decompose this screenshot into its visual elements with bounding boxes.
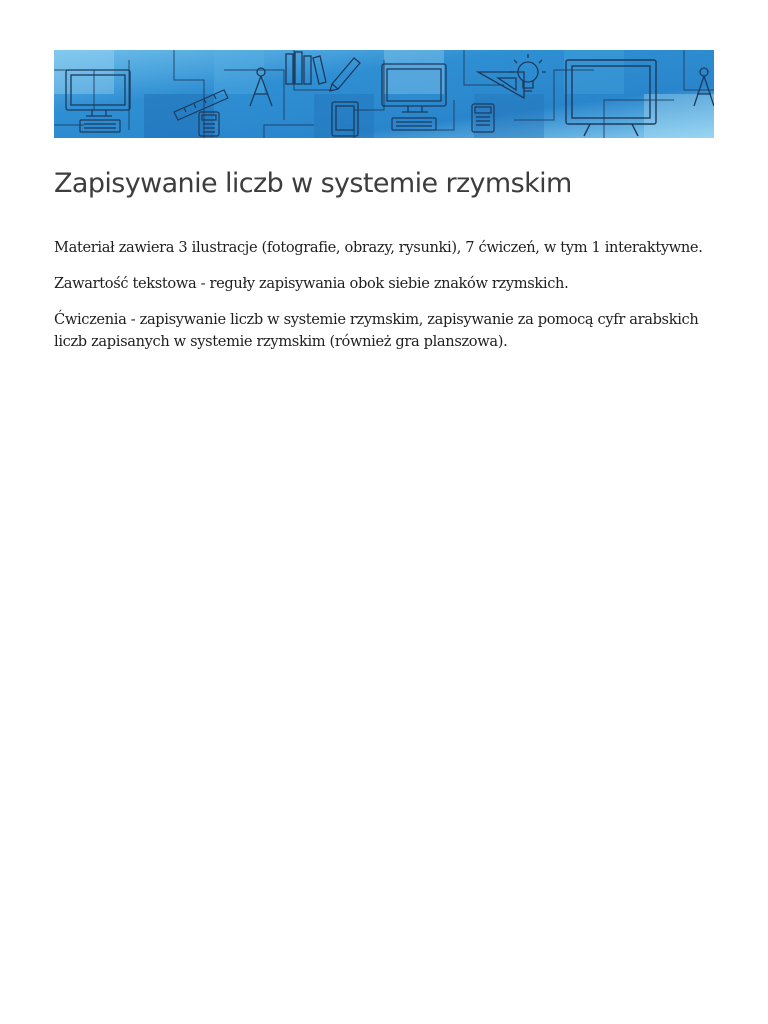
paragraph-materials-summary: Materiał zawiera 3 ilustracje (fotografie, obrazy, rysunki), 7 ćwiczeń, w tym 1 interaktywne.	[54, 239, 703, 256]
paragraph-exercises: Ćwiczenia - zapisywanie liczb w systemie rzymskim, zapisywanie za pomocą cyfr arabskich liczb zapisanych w systemie rzymskim (również gra planszowa).	[54, 311, 699, 350]
page-title: Zapisywanie liczb w systemie rzymskim	[54, 168, 572, 199]
header-banner-illustration	[54, 50, 714, 138]
description-content	[54, 237, 714, 367]
paragraph-text-content: Zawartość tekstowa - reguły zapisywania obok siebie znaków rzymskich.	[54, 275, 569, 292]
